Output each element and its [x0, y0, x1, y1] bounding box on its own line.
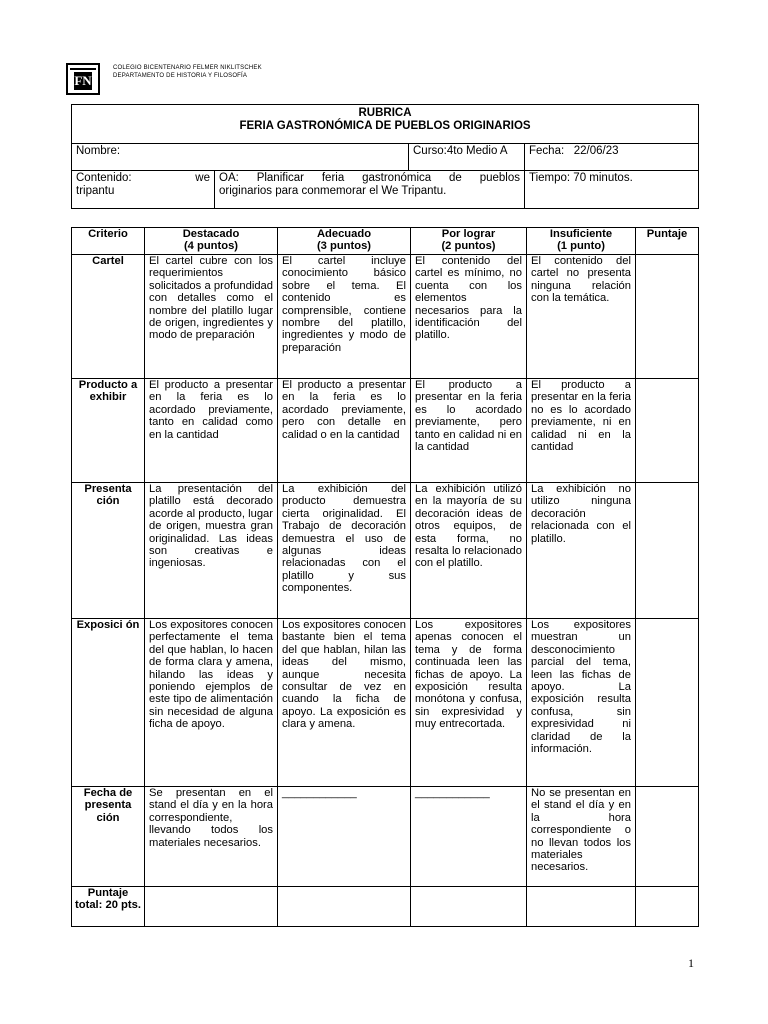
- criterion-producto: Producto a exhibir: [72, 379, 145, 483]
- header-adecuado: [278, 228, 411, 255]
- oa-field: [215, 171, 525, 209]
- title-line-1: RUBRICA: [358, 107, 412, 119]
- header-por-lograr-points: (2 puntos): [441, 240, 496, 253]
- cell-insuficiente: La exhibición no utilizo ninguna decoración relacionada con el platillo.: [527, 483, 636, 619]
- total-cell-insuficiente: [527, 887, 636, 927]
- contenido-field: [72, 171, 215, 209]
- criterion-presentacion: Presenta ción: [72, 483, 145, 619]
- cell-destacado: Los expositores conocen perfectamente el tema del que hablan, lo hacen de forma clara y amena, hilando las ideas y poniendo ejemplos de este tipo de alimentación sin necesidad de alguna ficha de apoyo.: [145, 619, 278, 787]
- cell-por-lograr: El contenido del cartel es mínimo, no cuenta con los elementos necesarios para la identificación del platillo.: [411, 255, 527, 379]
- document-title: [72, 105, 699, 144]
- oa-line-1: OA: Planificar feria gastronómica de pueblos: [219, 172, 520, 184]
- header-criterio: Criterio: [72, 228, 145, 255]
- header-adecuado-points: (3 puntos): [316, 240, 372, 253]
- rubric-table: [71, 227, 699, 927]
- criterion-cartel: Cartel: [72, 255, 145, 379]
- cell-adecuado: El producto a presentar en la feria es lo acordado previamente, pero con detalle en calidad o en la cantidad: [278, 379, 411, 483]
- total-row: [72, 887, 699, 927]
- fecha-field: [525, 144, 699, 171]
- header-adecuado-label: Adecuado: [316, 228, 372, 240]
- cell-puntaje: [636, 379, 699, 483]
- header-insuficiente-points: (1 punto): [557, 240, 605, 253]
- school-name: COLEGIO BICENTENARIO FELMER NIKLITSCHEK: [113, 65, 262, 71]
- total-cell-destacado: [145, 887, 278, 927]
- department-name: DEPARTAMENTO DE HISTORIA Y FILOSOFÍA: [113, 73, 248, 79]
- header-table: [71, 104, 699, 209]
- oa-line-2: originarios para conmemorar el We Tripantu.: [219, 185, 447, 197]
- total-label: Puntaje total: 20 pts.: [72, 887, 145, 927]
- cell-insuficiente: El producto a presentar en la feria no es lo acordado previamente, ni en calidad ni en la cantidad: [527, 379, 636, 483]
- header-por-lograr: [411, 228, 527, 255]
- criterion-exposicion: Exposici ón: [72, 619, 145, 787]
- fecha-label: Fecha:: [529, 145, 565, 157]
- cell-destacado: El producto a presentar en la feria es lo acordado previamente, tanto en calidad como en la cantidad: [145, 379, 278, 483]
- cell-puntaje: [636, 787, 699, 887]
- header-puntaje: Puntaje: [636, 228, 699, 255]
- cell-destacado: Se presentan en el stand el día y en la hora correspondiente, llevando todos los materiales necesarios.: [145, 787, 278, 887]
- cell-por-lograr: La exhibición utilizó en la mayoría de su decoración ideas de otros equipos, de esta forma, no resalta lo relacionado con el platillo.: [411, 483, 527, 619]
- cell-por-lograr: El producto a presentar en la feria es lo acordado previamente, pero tanto en calidad ni en la cantidad: [411, 379, 527, 483]
- contenido-line-2: tripantu: [76, 185, 115, 197]
- total-cell-adecuado: [278, 887, 411, 927]
- header-por-lograr-label: Por lograr: [441, 228, 496, 240]
- table-row: [72, 379, 699, 483]
- header-insuficiente: [527, 228, 636, 255]
- cell-destacado: La presentación del platillo está decorado acorde al producto, lugar de origen, muestra gran originalidad. Las ideas son creativas e ingeniosas.: [145, 483, 278, 619]
- table-row: [72, 787, 699, 887]
- page-number: 1: [688, 956, 694, 970]
- cell-puntaje: [636, 619, 699, 787]
- nombre-field: Nombre:: [72, 144, 409, 171]
- cell-insuficiente: Los expositores muestran un desconocimiento parcial del tema, leen las fichas de apoyo. La exposición resulta confusa, sin expresividad ni claridad de la información.: [527, 619, 636, 787]
- header-destacado-points: (4 puntos): [183, 240, 239, 253]
- contenido-line-1: Contenido: we: [76, 172, 210, 184]
- criterion-fecha: Fecha de presenta ción: [72, 787, 145, 887]
- cell-adecuado: ____________: [278, 787, 411, 887]
- cell-adecuado: Los expositores conocen bastante bien el tema del que hablan, hilan las ideas del mismo, aunque necesita consultar de vez en cuando la ficha de apoyo. La exposición es clara y amena.: [278, 619, 411, 787]
- rubric-header-row: [72, 228, 699, 255]
- cell-adecuado: La exhibición del producto demuestra cierta originalidad. El Trabajo de decoración demuestra el uso de algunas ideas relacionadas con el platillo y sus componentes.: [278, 483, 411, 619]
- header-destacado-label: Destacado: [182, 228, 240, 240]
- logo-bar: [70, 68, 96, 70]
- cell-insuficiente: El contenido del cartel no presenta ninguna relación con la temática.: [527, 255, 636, 379]
- cell-por-lograr: Los expositores apenas conocen el tema y de forma continuada leen las fichas de apoyo. La exposición resulta monótona y confusa, sin expresividad y muy entrecortada.: [411, 619, 527, 787]
- cell-puntaje: [636, 255, 699, 379]
- cell-puntaje: [636, 483, 699, 619]
- school-logo: [66, 63, 100, 95]
- cell-destacado: El cartel cubre con los requerimientos solicitados a profundidad con detalles como el nombre del platillo lugar de origen, ingredientes y modo de preparación: [145, 255, 278, 379]
- header-destacado: [145, 228, 278, 255]
- table-row: [72, 255, 699, 379]
- cell-adecuado: El cartel incluye conocimiento básico sobre el tema. El contenido es comprensible, contiene nombre del platillo, ingredientes y modo de preparación: [278, 255, 411, 379]
- total-cell-por-lograr: [411, 887, 527, 927]
- curso-field: Curso:4to Medio A: [409, 144, 525, 171]
- total-cell-puntaje: [636, 887, 699, 927]
- tiempo-field: Tiempo: 70 minutos.: [525, 171, 699, 209]
- table-row: [72, 619, 699, 787]
- cell-por-lograr: ____________: [411, 787, 527, 887]
- fecha-value: 22/06/23: [573, 145, 619, 157]
- header-insuficiente-label: Insuficiente: [549, 228, 613, 240]
- title-line-2: FERIA GASTRONÓMICA DE PUEBLOS ORIGINARIOS: [239, 120, 531, 132]
- cell-insuficiente: No se presentan en el stand el día y en la hora correspondiente o no llevan todos los materiales necesarios.: [527, 787, 636, 887]
- table-row: [72, 483, 699, 619]
- logo-mark: FN: [74, 73, 92, 88]
- school-header: [113, 64, 262, 80]
